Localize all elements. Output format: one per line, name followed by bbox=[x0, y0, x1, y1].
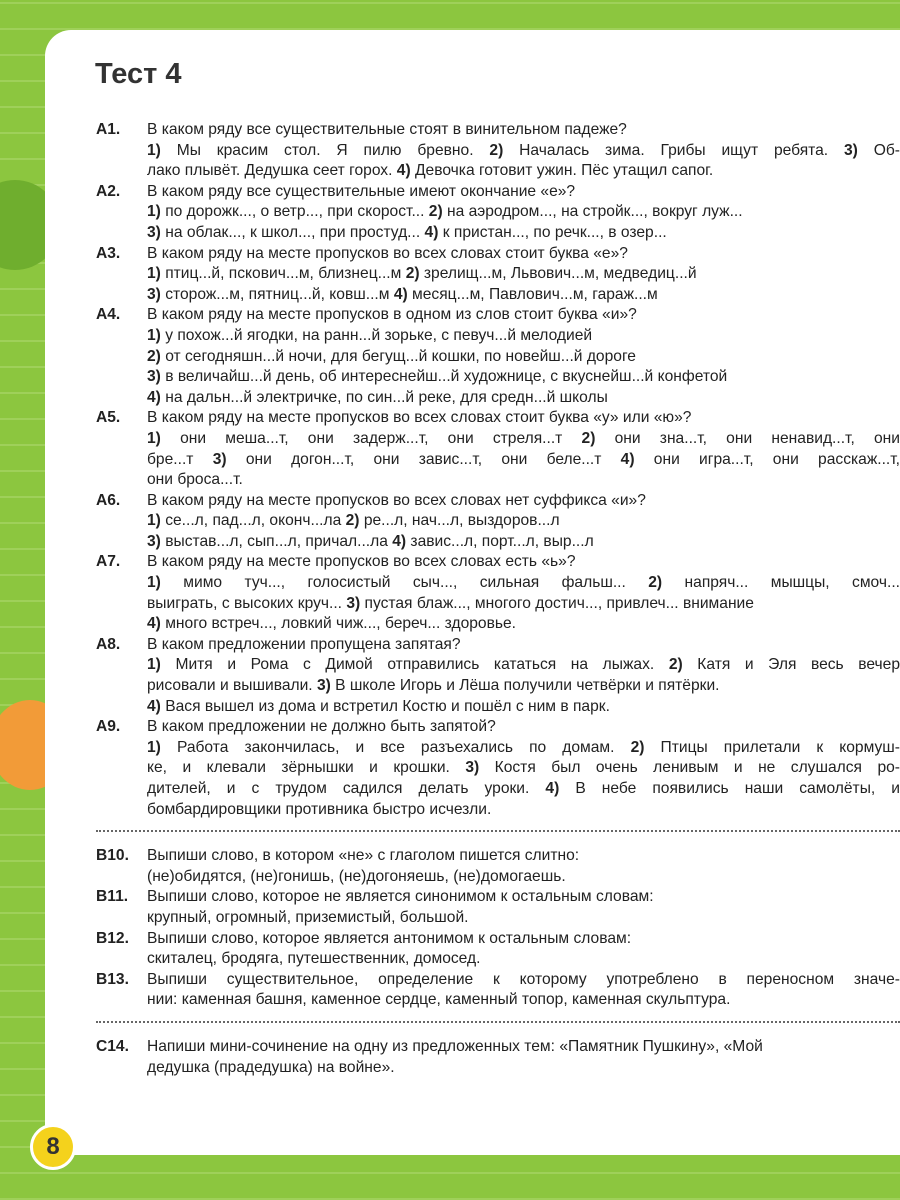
answer-line: 3) в величайш...й день, об интереснейш...й художнице, с вкуснейш...й конфетой bbox=[147, 368, 728, 386]
question-a1 bbox=[96, 120, 900, 182]
answer-line: рисовали и вышивали. 3) В школе Игорь и Лёша получили четвёрки и пятёрки. bbox=[147, 677, 720, 695]
question-text: В каком предложении пропущена запятая? bbox=[147, 635, 461, 653]
answer-line: 4) много встреч..., ловкий чиж..., береч... здоровье. bbox=[147, 615, 517, 633]
question-label: A9. bbox=[96, 718, 121, 736]
question-label: B11. bbox=[96, 888, 129, 906]
question-text: В каком ряду на месте пропусков во всех словах нет суффикса «и»? bbox=[147, 491, 646, 509]
question-text: В каком предложении не должно быть запятой? bbox=[147, 718, 496, 736]
answer-line: 4) на дальн...й электричке, по син...й реке, для средн...й школы bbox=[147, 388, 608, 406]
question-b11 bbox=[96, 887, 900, 928]
question-text: В каком ряду на месте пропусков во всех словах стоит буква «у» или «ю»? bbox=[147, 409, 692, 427]
answer-line: 1) птиц...й, пскович...м, близнец...м 2) зрелищ...м, Львович...м, медведиц...й bbox=[147, 265, 697, 283]
question-c14 bbox=[96, 1037, 900, 1078]
section-divider bbox=[96, 830, 900, 832]
question-a8 bbox=[96, 635, 900, 717]
question-text: В каком ряду все существительные имеют окончание «е»? bbox=[147, 182, 576, 200]
question-a5 bbox=[96, 408, 900, 490]
question-text: Выпиши слово, которое является антонимом к остальным словам: bbox=[147, 929, 632, 947]
question-b12 bbox=[96, 929, 900, 970]
question-text: Выпиши слово, которое не является синонимом к остальным словам: bbox=[147, 888, 654, 906]
answer-line: (не)обидятся, (не)гонишь, (не)догоняешь, (не)домогаешь. bbox=[147, 867, 566, 885]
question-label: B12. bbox=[96, 929, 129, 947]
question-label: A3. bbox=[96, 244, 121, 262]
answer-line: они броса...т. bbox=[147, 471, 243, 489]
page-number: 8 bbox=[30, 1124, 76, 1170]
question-label: A1. bbox=[96, 121, 121, 138]
question-a6 bbox=[96, 491, 900, 553]
answer-line: 1) Работа закончилась, и все разъехались по домам. 2) Птицы прилетали к кормуш- bbox=[147, 738, 900, 756]
answer-line: 1) Мы красим стол. Я пилю бревно. 2) Началась зима. Грибы ищут ребята. 3) Об- bbox=[147, 141, 900, 159]
question-text: Напиши мини-сочинение на одну из предложенных тем: «Памятник Пушкину», «Мой bbox=[147, 1037, 763, 1055]
answer-line: дителей, и с трудом садился делать уроки. 4) В небе появились наши самолёты, и bbox=[147, 780, 900, 797]
question-label: A6. bbox=[96, 491, 121, 509]
question-text: В каком ряду все существительные стоят в винительном падеже? bbox=[147, 121, 627, 138]
answer-line: ке, и клевали зёрнышки и крошки. 3) Костя был очень ленивым и не слушался ро- bbox=[147, 759, 900, 777]
answer-line: 2) от сегодняшн...й ночи, для бегущ...й кошки, по новейш...й дороге bbox=[147, 347, 636, 365]
question-label: A2. bbox=[96, 182, 121, 200]
question-text: В каком ряду на месте пропусков в одном из слов стоит буква «и»? bbox=[147, 306, 637, 324]
question-a9 bbox=[96, 717, 900, 820]
question-label: A7. bbox=[96, 553, 121, 571]
page-title: Тест 4 bbox=[95, 58, 182, 90]
section-divider bbox=[96, 1021, 900, 1023]
question-text: Выпиши слово, в котором «не» с глаголом пишется слитно: bbox=[147, 847, 580, 865]
answer-line: 4) Вася вышел из дома и встретил Костю и пошёл с ним в парк. bbox=[147, 697, 610, 715]
question-label: B13. bbox=[96, 970, 129, 988]
question-label: A4. bbox=[96, 306, 121, 324]
question-a7 bbox=[96, 552, 900, 634]
question-a3 bbox=[96, 244, 900, 306]
answer-line: 1) Митя и Рома с Димой отправились кататься на лыжах. 2) Катя и Эля весь вечер bbox=[147, 656, 900, 674]
question-label: B10. bbox=[96, 847, 129, 865]
answer-line: 1) по дорожк..., о ветр..., при скорост... 2) на аэродром..., на стройк..., вокруг луж... bbox=[147, 203, 743, 221]
answer-line: 3) на облак..., к школ..., при простуд... 4) к пристан..., по речк..., в озер... bbox=[147, 223, 667, 241]
answer-line: бре...т 3) они догон...т, они завис...т, они беле...т 4) они игра...т, они расскаж...т, bbox=[147, 450, 900, 468]
answer-line: 3) сторож...м, пятниц...й, ковш...м 4) месяц...м, Павлович...м, гараж...м bbox=[147, 285, 658, 303]
question-text: В каком ряду на месте пропусков во всех словах стоит буква «е»? bbox=[147, 244, 628, 262]
answer-line: крупный, огромный, приземистый, большой. bbox=[147, 908, 469, 926]
question-a4 bbox=[96, 305, 900, 408]
test-content bbox=[96, 120, 900, 1078]
question-a2 bbox=[96, 182, 900, 244]
question-label: A8. bbox=[96, 635, 121, 653]
answer-line: бомбардировщики противника быстро исчезли. bbox=[147, 800, 492, 818]
answer-line: 1) мимо туч..., голосистый сыч..., сильная фальш... 2) напряч... мышцы, смоч... bbox=[147, 574, 900, 592]
answer-line: 1) они меша...т, они задерж...т, они стреля...т 2) они зна...т, они ненавид...т, они bbox=[147, 429, 900, 447]
answer-line: 1) се...л, пад...л, оконч...ла 2) ре...л, нач...л, выздоров...л bbox=[147, 512, 560, 530]
answer-line: 3) выстав...л, сып...л, причал...ла 4) завис...л, порт...л, выр...л bbox=[147, 532, 594, 550]
answer-line: 1) у похож...й ягодки, на ранн...й зорьке, с певуч...й мелодией bbox=[147, 326, 593, 344]
question-text: Выпиши существительное, определение к которому употреблено в переносном значе- bbox=[147, 970, 900, 988]
question-text: В каком ряду на месте пропусков во всех словах есть «ь»? bbox=[147, 553, 576, 571]
answer-line: дедушка (прадедушка) на войне». bbox=[147, 1058, 395, 1076]
question-label: C14. bbox=[96, 1037, 129, 1055]
question-b13 bbox=[96, 970, 900, 1011]
answer-line: лако плывёт. Дедушка сеет горох. 4) Девочка готовит ужин. Пёс утащил сапог. bbox=[147, 162, 714, 180]
answer-line: нии: каменная башня, каменное сердце, каменный топор, каменная скульптура. bbox=[147, 991, 731, 1009]
answer-line: скиталец, бродяга, путешественник, домосед. bbox=[147, 950, 481, 968]
answer-line: выиграть, с высоких круч... 3) пустая блаж..., многого достич..., привлеч... внимание bbox=[147, 594, 754, 612]
question-label: A5. bbox=[96, 409, 121, 427]
question-b10 bbox=[96, 846, 900, 887]
